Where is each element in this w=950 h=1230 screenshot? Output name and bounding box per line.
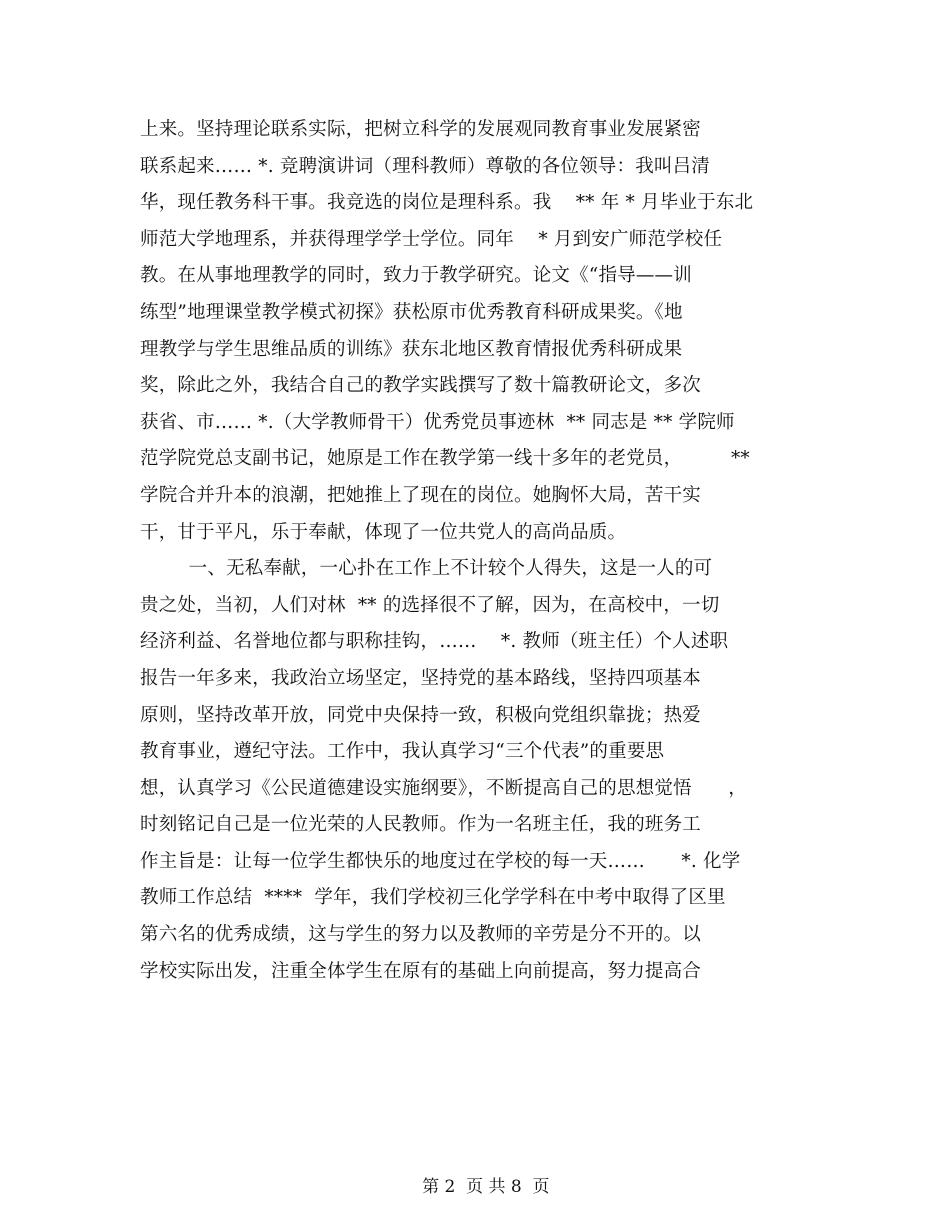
text-line: 范学院党总支副书记，她原是工作在教学第一线十多年的老党员， ** <box>140 448 750 470</box>
text-line: 学校实际出发，注重全体学生在原有的基础上向前提高，努力提高合 <box>140 960 702 982</box>
text-line: 师范大学地理系，并获得理学学士学位。同年 * 月到安广师范学校任 <box>140 228 723 250</box>
text-line: 奖，除此之外，我结合自己的教学实践撰写了数十篇教研论文，多次 <box>140 375 702 397</box>
text-line: 教师工作总结 **** 学年，我们学校初三化学学科在中考中取得了区里 <box>140 887 726 909</box>
document-body <box>140 112 820 990</box>
text-line: 报告一年多来，我政治立场坚定，坚持党的基本路线，坚持四项基本 <box>140 667 702 689</box>
text-line: 获省、市…… *.（大学教师骨干）优秀党员事迹林 ** 同志是 ** 学院师 <box>140 411 735 433</box>
text-line: 教育事业，遵纪守法。工作中，我认真学习“三个代表”的重要思 <box>140 741 665 763</box>
text-line: 经济利益、名誉地位都与职称挂钩，…… *. 教师（班主任）个人述职 <box>140 631 729 653</box>
text-line: 上来。坚持理论联系实际，把树立科学的发展观同教育事业发展紧密 <box>140 119 702 140</box>
text-line: 贵之处，当初，人们对林 ** 的选择很不了解，因为，在高校中，一切 <box>140 594 720 616</box>
text-line: 干，甘于平凡，乐于奉献，体现了一位共党人的高尚品质。 <box>140 521 627 543</box>
page-number-label: 第 2 页 共 8 页 <box>422 1177 550 1197</box>
text-line: 一、无私奉献，一心扑在工作上不计较个人得失，这是一人的可 <box>140 558 713 580</box>
page-footer <box>0 1152 950 1217</box>
text-line: 教。在从事地理教学的同时，致力于教学研究。论文《“指导——训 <box>140 265 692 287</box>
text-line: 联系起来…… *. 竞聘演讲词（理科教师）尊敬的各位领导：我叫吕清 <box>140 155 710 177</box>
text-line: 时刻铭记自己是一位光荣的人民教师。作为一名班主任，我的班务工 <box>140 814 702 836</box>
text-line: 原则，坚持改革开放，同党中央保持一致，积极向党组织靠拢；热爱 <box>140 704 702 726</box>
text-line: 练型”地理课堂教学模式初探》获松原市优秀教育科研成果奖。《地 <box>140 301 683 323</box>
text-line: 作主旨是：让每一位学生都快乐的地度过在学校的每一天…… *. 化学 <box>140 850 741 872</box>
text-line: 第六名的优秀成绩，这与学生的努力以及教师的辛劳是分不开的。以 <box>140 924 702 946</box>
text-line: 想，认真学习《公民道德建设实施纲要》，不断提高自己的思想觉悟 ， <box>140 777 747 799</box>
text-line: 学院合并升本的浪潮，把她推上了现在的岗位。她胸怀大局，苦干实 <box>140 484 702 506</box>
text-line: 华，现任教务科干事。我竞选的岗位是理科系。我 ** 年 * 月毕业于东北 <box>140 192 754 214</box>
text-line: 理教学与学生思维品质的训练》获东北地区教育情报优秀科研成果 <box>140 338 683 360</box>
